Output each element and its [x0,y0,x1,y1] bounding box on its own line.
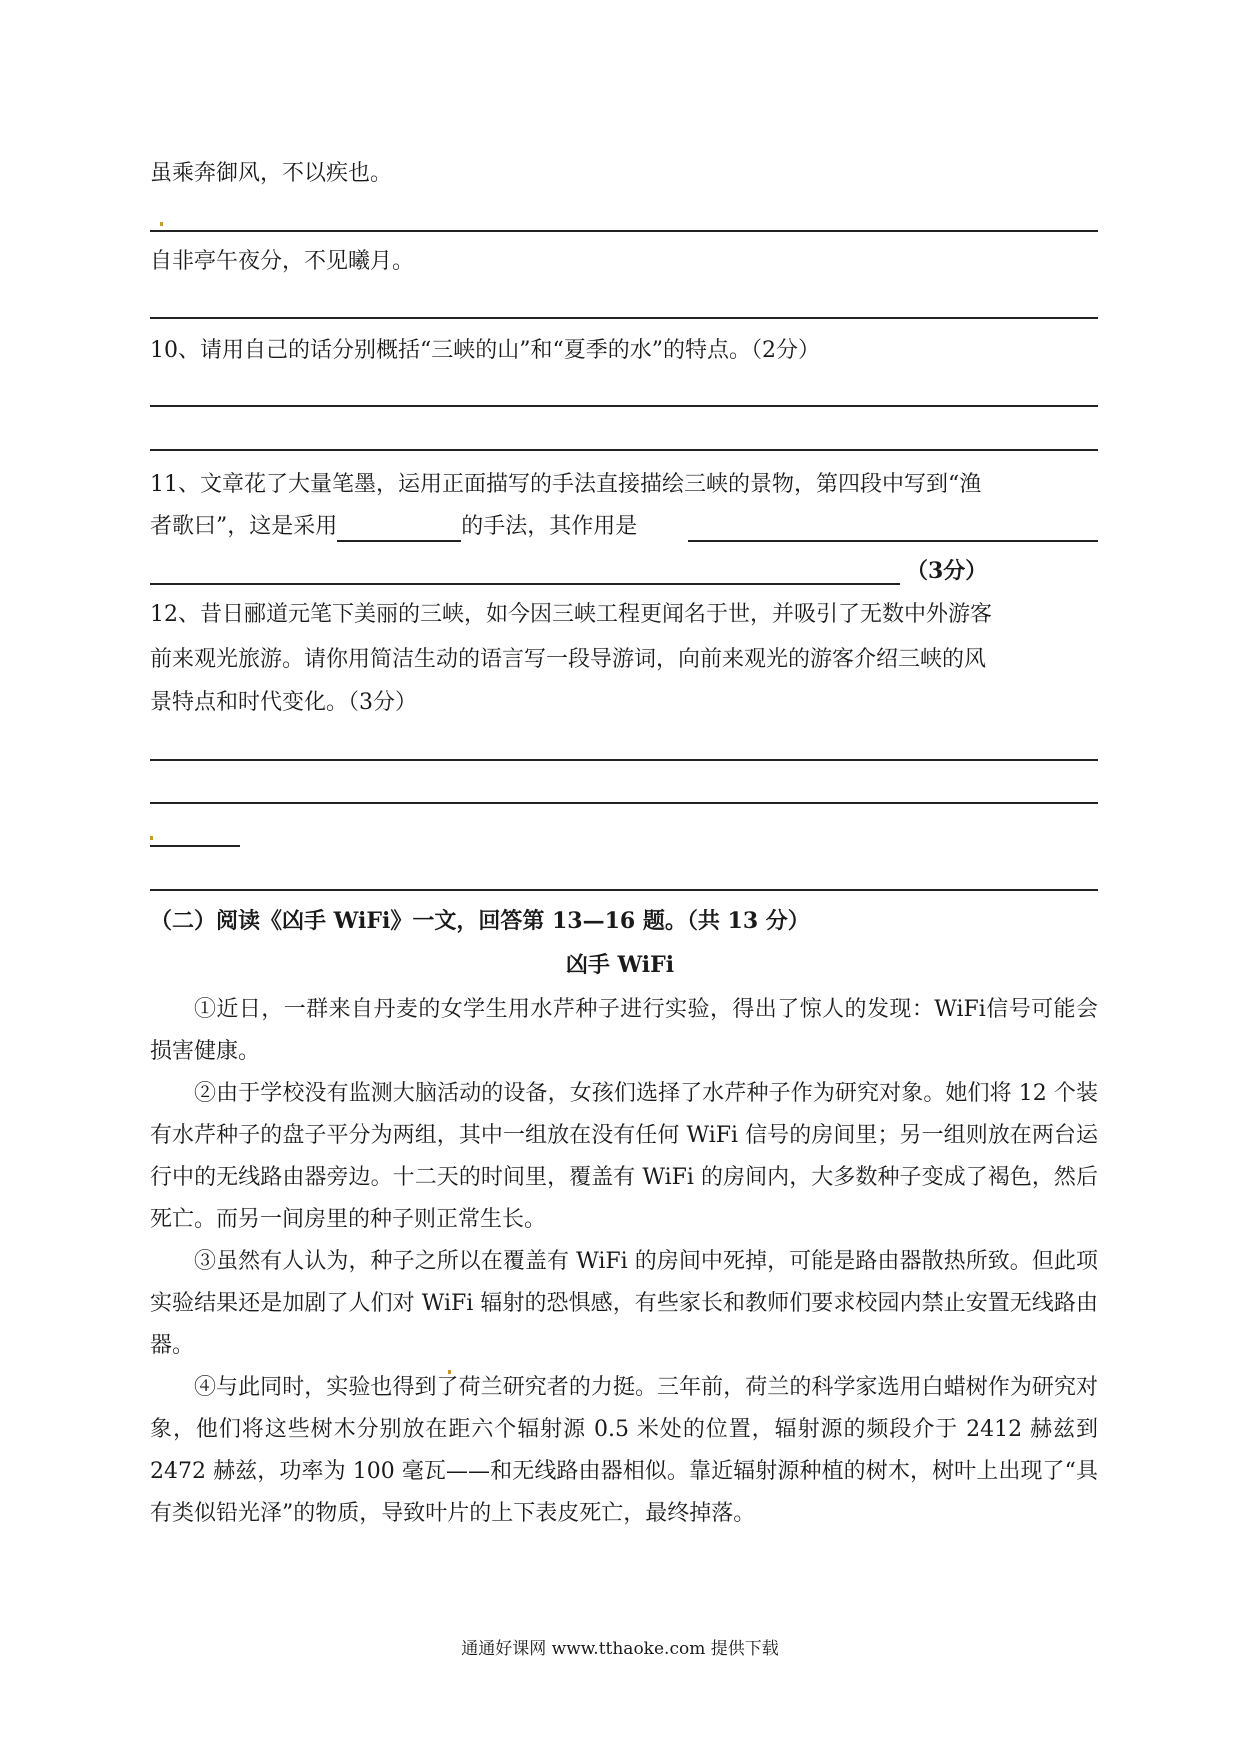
question-11-line-1: 11、文章花了大量笔墨，运用正面描写的手法直接描绘三峡的景物，第四段中写到“渔 [150,472,982,497]
question-11-score: （3分） [906,558,988,584]
answer-rule [150,405,1098,407]
scan-speck [150,836,153,840]
question-11-text-b: 的手法，其作用是 [461,514,638,539]
fill-in-blank[interactable] [688,540,1098,542]
answer-rule [150,845,240,847]
article-paragraph-1: ①近日，一群来自丹麦的女学生用水芹种子进行实验，得出了惊人的发现：WiFi信号可能会损害健康。 [150,997,1098,1064]
question-12-line-2: 前来观光旅游。请你用简洁生动的语言写一段导游词，向前来观光的游客介绍三峡的风 [150,647,987,672]
answer-rule [150,317,1098,319]
answer-rule [150,802,1098,804]
answer-line-1-text: 虽乘奔御风，不以疾也。 [150,161,393,186]
question-12-line-1: 12、昔日郦道元笔下美丽的三峡，如今因三峡工程更闻名于世，并吸引了无数中外游客 [150,602,992,627]
question-12-line-3: 景特点和时代变化。（3分） [150,690,417,715]
article-paragraph-2: ②由于学校没有监测大脑活动的设备，女孩们选择了水芹种子作为研究对象。她们将 12 个装有水芹种子的盘子平分为两组，其中一组放在没有任何 WiFi 信号的房间里；另一组则放在两台运行中的无线路由器旁边。十二天的时间里，覆盖有 WiFi 的房间内，大多数种子变成了褐色，然后死亡。而另一间房里的种子则正常生长。 [150,1081,1098,1232]
question-11-line-2 [150,512,637,542]
article-paragraph-4: ④与此同时，实验也得到了荷兰研究者的力挺。三年前，荷兰的科学家选用白蜡树作为研究对象，他们将这些树木分别放在距六个辐射源 0.5 米处的位置，辐射源的频段介于 2412 赫兹到 2472 赫兹，功率为 100 毫瓦——和无线路由器相似。靠近辐射源种植的树木，树叶上出现了“具有类似铅光泽”的物质，导致叶片的上下表皮死亡，最终掉落。 [150,1375,1098,1526]
answer-rule [150,889,1098,891]
scan-speck [448,1370,451,1374]
page-footer: 通通好课网 www.tthaoke.com 提供下载 [461,1639,779,1659]
section-heading: （二）阅读《凶手 WiFi》一文，回答第 13—16 题。（共 13 分） [150,908,810,934]
answer-rule [150,230,1098,232]
scan-speck [160,222,163,226]
article-body [150,989,1098,1535]
answer-line-2-text: 自非亭午夜分，不见曦月。 [150,249,415,274]
fill-in-blank[interactable] [337,516,461,542]
answer-rule [150,449,1098,451]
question-11-text-a: 者歌曰”，这是采用 [150,514,338,539]
fill-in-blank[interactable] [150,583,900,585]
answer-rule [150,759,1098,761]
question-10: 10、请用自己的话分别概括“三峡的山”和“夏季的水”的特点。（2分） [150,338,820,363]
article-paragraph-3: ③虽然有人认为，种子之所以在覆盖有 WiFi 的房间中死掉，可能是路由器散热所致。但此项实验结果还是加剧了人们对 WiFi 辐射的恐惧感，有些家长和教师们要求校园内禁止安置无线路由器。 [150,1249,1098,1358]
article-title: 凶手 WiFi [565,952,675,978]
